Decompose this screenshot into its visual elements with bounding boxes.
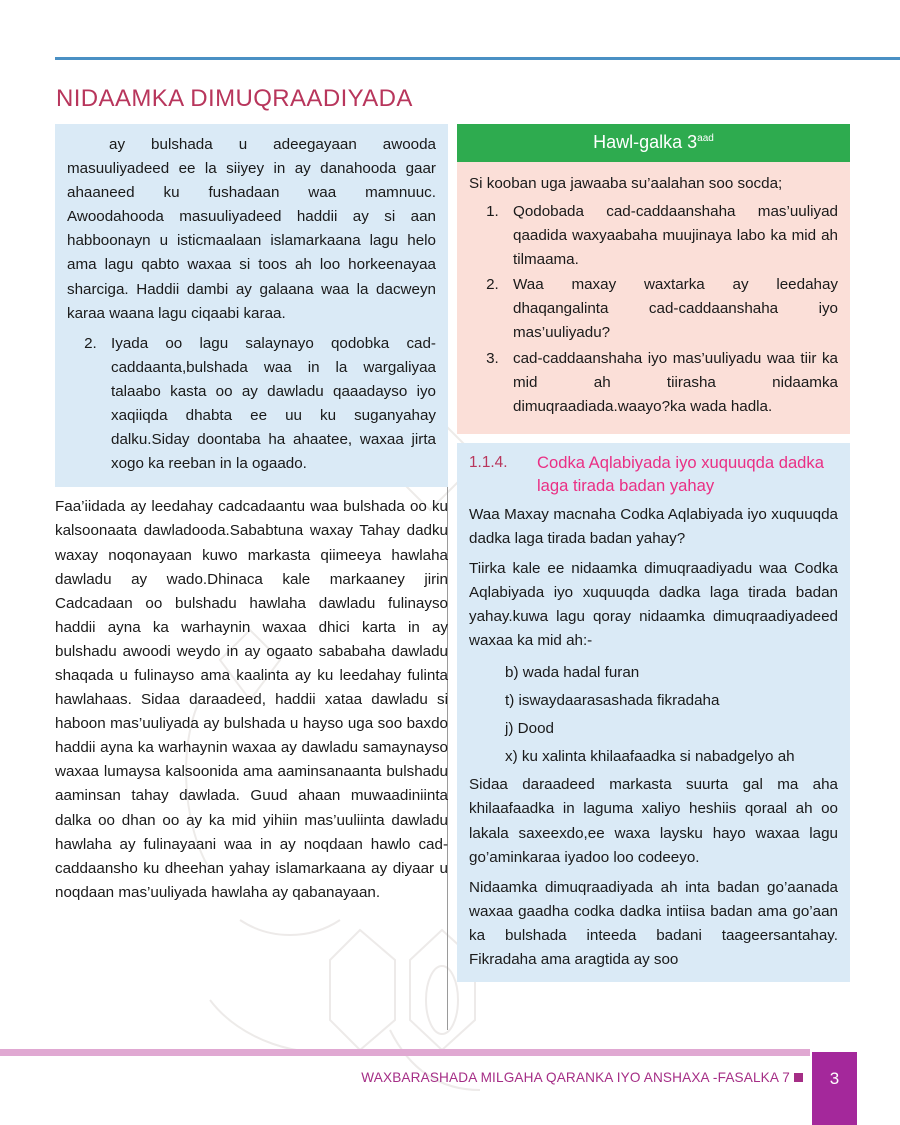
left-column xyxy=(55,124,448,905)
activity-heading-superscript: aad xyxy=(697,133,714,144)
section-block xyxy=(457,443,850,982)
list-item: t) iswaydaarasashada fikradaha xyxy=(505,692,720,710)
list-item: 2. Iyada oo lagu salaynayo qodobka cad-caddaanta,bulshada waa in la wargaliyaa talaabo kasta oo ay dawladu qaaadayso iyo xaqiiqda dhabta ee uu ku suganyahay dalku.Siday doontaba ha ahaatee, waxaa jirta xogo ka reeban in la ogaado. xyxy=(101,332,436,477)
section-heading xyxy=(457,443,850,501)
left-highlight-box xyxy=(55,124,448,487)
page-number: 3 xyxy=(829,1069,840,1088)
continued-paragraph: ay bulshada u adeegayaan awooda masuuliyadeed ee la siiyey in ay danahooda gaar ahaaneed ku fushadaan waa mamnuuc. Awoodahooda masuuliyadeed haddii ay si aan habboonayn u isticmaalaan islamarkaana lagu helo ama lagu qabto waxaa si toos ah loo horkeenayaa sharciga. Haddii dambi ay galaana waa la dacweyn karaa waana lagu ciqaabi karaa. xyxy=(67,136,436,322)
activity-question-list xyxy=(469,200,838,419)
footer-text xyxy=(361,1070,803,1085)
list-item: 1. Qodobada cad-caddaanshaha mas’uuliyad qaadida waxyaabaha muujinaya labo ka mid ah tilmaama. xyxy=(503,200,838,272)
footer-bar xyxy=(0,1049,810,1056)
section-title: Codka Aqlabiyada iyo xuquuqda dadka laga tirada badan yahay xyxy=(537,452,824,495)
left-numbered-list xyxy=(67,332,436,477)
paragraph: Nidaamka dimuqraadiyada ah inta badan go’aanada waxaa gaadha codka dadka intiisa badan ama go’aan ka bulshada inteeda badani taageersantahay. Fikradaha ama aragtida ay soo xyxy=(469,878,838,969)
page-number-badge xyxy=(812,1052,857,1125)
section-body xyxy=(457,501,850,982)
activity-panel xyxy=(457,124,850,434)
list-item: j) Dood xyxy=(505,720,554,738)
list-item: b) wada hadal furan xyxy=(505,664,640,682)
list-item: 3. cad-caddaanshaha iyo mas’uuliyadu waa tiir ka mid ah tiirasha nidaamka dimuqraadiada.waayo?ka wada hadla. xyxy=(503,347,838,419)
activity-intro: Si kooban uga jawaaba su’aalahan soo socda; xyxy=(469,174,783,192)
section-number: 1.1.4. xyxy=(469,453,508,471)
lettered-list xyxy=(469,659,838,771)
list-item: 2. Waa maxay waxtarka ay leedahay dhaqangalinta cad-caddaanshaha iyo mas’uuliyadu? xyxy=(503,273,838,345)
paragraph: Waa Maxay macnaha Codka Aqlabiyada iyo xuquuqda dadka laga tirada badan yahay? xyxy=(469,505,838,547)
page-title: NIDAAMKA DIMUQRAADIYADA xyxy=(56,85,413,113)
activity-heading xyxy=(457,124,850,162)
activity-body xyxy=(457,162,850,434)
footer-label: WAXBARASHADA MILGAHA QARANKA IYO ANSHAXA -FASALKA 7 xyxy=(361,1070,790,1085)
list-item: x) ku xalinta khilaafaadka si nabadgelyo ah xyxy=(505,748,795,766)
left-body-text xyxy=(55,495,448,905)
paragraph: Sidaa daraadeed markasta suurta gal ma aha khilaafaadka in laguma xaliyo heshiis qoraal ah oo lakala saxeexdo,ee waxa laysku hayo waxaa lagu go’aminkaraa iyadoo loo codeeyo. xyxy=(469,776,838,866)
activity-heading-label: Hawl-galka 3 xyxy=(593,132,698,152)
right-column xyxy=(457,124,850,982)
footer-square-icon xyxy=(794,1073,803,1082)
paragraph: Faa’iidada ay leedahay cadcadaantu waa bulshada oo ku kalsoonaata dawladooda.Sababtuna waxay Tahay dadku waxay noqonayaan kuwo markasta qiimeeya hawlaha dawladu ay wado.Dhinaca kale markaaney jirin Cadcadaan oo bulshadu hawlaha dawladu fulinayso haddii ayna ka warhaynin waxaa dhici karta in ay bulshadu awoodi weydo in ay ogaato sababaha dawladu shaqada u fulinayso ama kaalinta ay ku leedahay fulinta hawlahaas. Sidaa daraadeed, haddii xataa dawladu si haboon mas’uuliyada ay bulshada u hayso uga soo baxdo haddii ayna ka warhaynin waxaa ay dawladu samaynayso waxaa lumaysa kalsoonida ama aaminsanaanta bulshadu aaminsan tahay dawlada. Guud ahaan muwaadiniinta dalka oo dhan oo ay ka mid yihiin mas’uuliinta dawladu hawlaha ay fulinayaani waa in ay noqdaan hawlo cad-caddaansho ku dheehan yahay islamarkaana ay diyaar u noqdaan mas’uuliyada hawlaha ay qabanayaan. xyxy=(55,498,448,901)
paragraph: Tiirka kale ee nidaamka dimuqraadiyadu waa Codka Aqlabiyada iyo xuquuqda dadka laga tirada badan yahay.kuwa lagu qoray nidaamka dimuqraadiyadeed waxaa ka mid ah:- xyxy=(469,560,838,650)
header-rule xyxy=(55,57,900,60)
